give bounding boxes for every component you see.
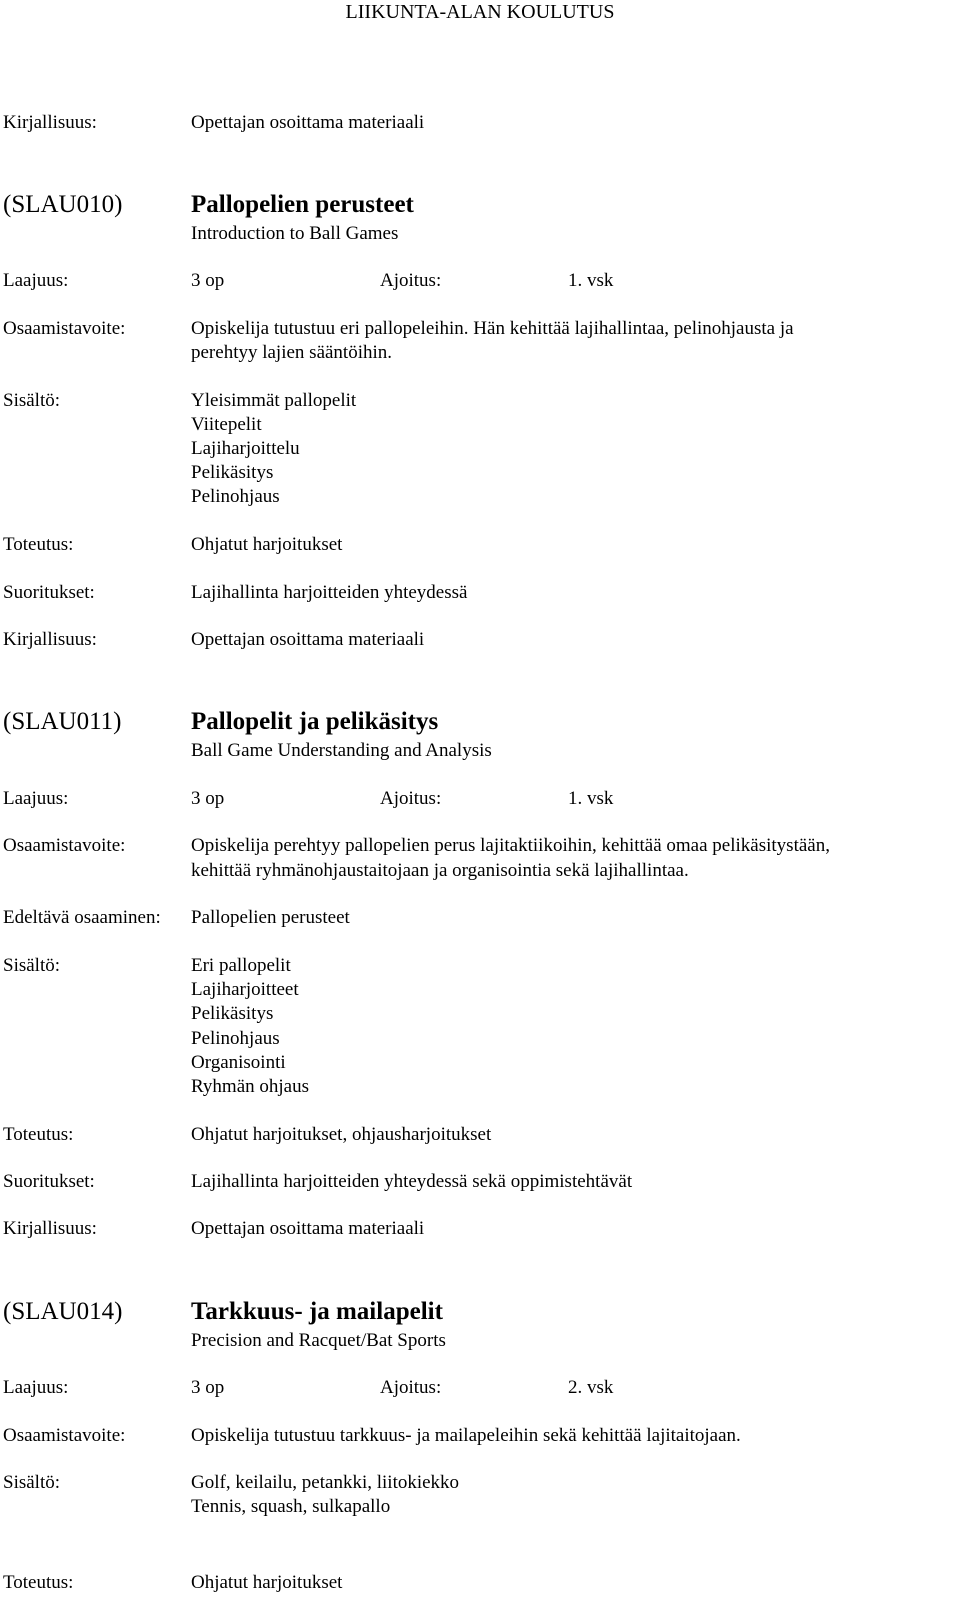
- kirjallisuus-value: Opettajan osoittama materiaali: [191, 629, 425, 650]
- kirjallisuus-label: Kirjallisuus:: [3, 629, 97, 650]
- sisalto-item: Yleisimmät pallopelit: [191, 390, 357, 411]
- sisalto-item: Pelikäsitys: [191, 462, 274, 483]
- toteutus-value: Ohjatut harjoitukset: [191, 534, 343, 555]
- osaamistavoite-line: Opiskelija tutustuu eri pallopeleihin. Hän kehittää lajihallintaa, pelinohjausta ja: [191, 318, 794, 339]
- toteutus-label: Toteutus:: [3, 1124, 74, 1145]
- laajuus-label: Laajuus:: [3, 788, 69, 809]
- suoritukset-value: Lajihallinta harjoitteiden yhteydessä sekä oppimistehtävät: [191, 1171, 633, 1192]
- laajuus-value: 3 op: [191, 1377, 225, 1398]
- laajuus-value: 3 op: [191, 270, 225, 291]
- course-code: (SLAU011): [3, 708, 122, 735]
- osaamistavoite-line: Opiskelija tutustuu tarkkuus- ja mailapeleihin sekä kehittää lajitaitojaan.: [191, 1425, 741, 1446]
- course-subtitle: Ball Game Understanding and Analysis: [191, 740, 492, 761]
- sisalto-item: Eri pallopelit: [191, 955, 291, 976]
- ajoitus-label: Ajoitus:: [380, 788, 442, 809]
- ajoitus-value: 1. vsk: [568, 270, 614, 291]
- page-header: LIIKUNTA-ALAN KOULUTUS: [345, 1, 615, 23]
- sisalto-item: Tennis, squash, sulkapallo: [191, 1496, 391, 1517]
- course-title: Tarkkuus- ja mailapelit: [191, 1298, 443, 1325]
- osaamistavoite-label: Osaamistavoite:: [3, 835, 126, 856]
- ajoitus-label: Ajoitus:: [380, 270, 442, 291]
- sisalto-item: Viitepelit: [191, 414, 262, 435]
- course-subtitle: Precision and Racquet/Bat Sports: [191, 1330, 446, 1351]
- ajoitus-value: 2. vsk: [568, 1377, 614, 1398]
- toteutus-label: Toteutus:: [3, 534, 74, 555]
- toteutus-value: Ohjatut harjoitukset, ohjausharjoitukset: [191, 1124, 492, 1145]
- kirjallisuus-value: Opettajan osoittama materiaali: [191, 112, 425, 133]
- sisalto-item: Pelikäsitys: [191, 1003, 274, 1024]
- ajoitus-value: 1. vsk: [568, 788, 614, 809]
- sisalto-label: Sisältö:: [3, 955, 61, 976]
- sisalto-item: Lajiharjoittelu: [191, 438, 300, 459]
- osaamistavoite-line: kehittää ryhmänohjaustaitojaan ja organisointia sekä lajihallintaa.: [191, 860, 689, 881]
- course-title: Pallopelit ja pelikäsitys: [191, 708, 439, 735]
- osaamistavoite-line: Opiskelija perehtyy pallopelien perus lajitaktiikoihin, kehittää omaa pelikäsitystään,: [191, 835, 830, 856]
- sisalto-item: Pelinohjaus: [191, 486, 280, 507]
- sisalto-item: Golf, keilailu, petankki, liitokiekko: [191, 1472, 460, 1493]
- kirjallisuus-value: Opettajan osoittama materiaali: [191, 1218, 425, 1239]
- osaamistavoite-label: Osaamistavoite:: [3, 318, 126, 339]
- suoritukset-value: Lajihallinta harjoitteiden yhteydessä: [191, 582, 468, 603]
- sisalto-item: Lajiharjoitteet: [191, 979, 299, 1000]
- course-code: (SLAU010): [3, 191, 123, 218]
- osaamistavoite-line: perehtyy lajien sääntöihin.: [191, 342, 393, 363]
- laajuus-value: 3 op: [191, 788, 225, 809]
- laajuus-label: Laajuus:: [3, 270, 69, 291]
- kirjallisuus-label: Kirjallisuus:: [3, 1218, 97, 1239]
- ajoitus-label: Ajoitus:: [380, 1377, 442, 1398]
- sisalto-item: Organisointi: [191, 1052, 286, 1073]
- sisalto-label: Sisältö:: [3, 390, 61, 411]
- kirjallisuus-label: Kirjallisuus:: [3, 112, 97, 133]
- edeltava-label: Edeltävä osaaminen:: [3, 907, 161, 928]
- suoritukset-label: Suoritukset:: [3, 582, 95, 603]
- laajuus-label: Laajuus:: [3, 1377, 69, 1398]
- toteutus-value: Ohjatut harjoitukset: [191, 1572, 343, 1593]
- edeltava-value: Pallopelien perusteet: [191, 907, 350, 928]
- sisalto-item: Pelinohjaus: [191, 1028, 280, 1049]
- course-subtitle: Introduction to Ball Games: [191, 223, 399, 244]
- sisalto-label: Sisältö:: [3, 1472, 61, 1493]
- course-code: (SLAU014): [3, 1298, 123, 1325]
- toteutus-label: Toteutus:: [3, 1572, 74, 1593]
- osaamistavoite-label: Osaamistavoite:: [3, 1425, 126, 1446]
- course-title: Pallopelien perusteet: [191, 191, 414, 218]
- suoritukset-label: Suoritukset:: [3, 1171, 95, 1192]
- sisalto-item: Ryhmän ohjaus: [191, 1076, 309, 1097]
